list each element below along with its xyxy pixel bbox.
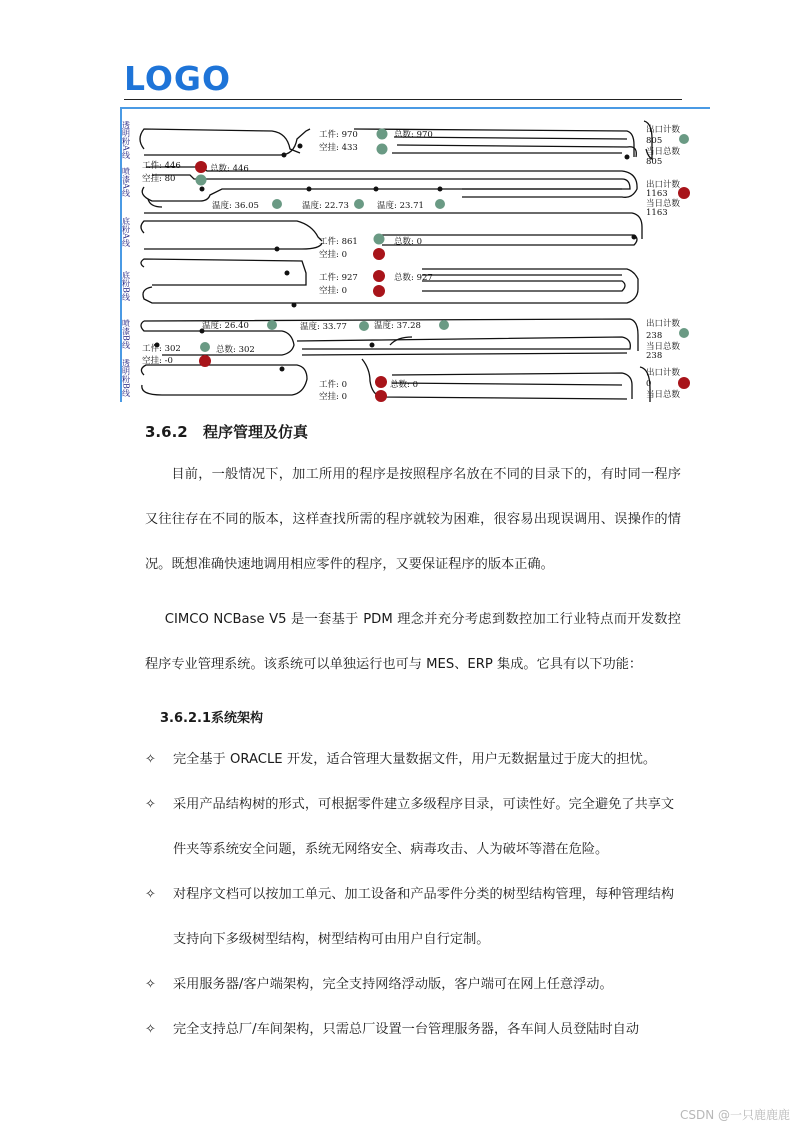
station-3-empty: 空挂: 0 [319,250,347,260]
station-5-total: 总数: 302 [216,345,255,355]
temp-a-2-indicator [354,199,364,209]
exit-counter-3 [646,318,689,361]
station-3-work: 工件: 861 [319,237,358,247]
station-1-work-indicator [377,129,388,140]
logo: LOGO [124,59,232,98]
station-1-empty-indicator [377,144,388,155]
list-item-text: 完全基于 ORACLE 开发，适合管理大量数据文件，用户无数据量过于庞大的担忧。 [173,752,657,767]
station-1-empty: 空挂: 433 [319,143,358,153]
bullet-diamond-icon: ✧ [145,752,156,767]
list-item [145,962,685,1007]
exit-counter-3-label: 出口计数 [646,319,681,329]
station-3-work-indicator [374,234,385,245]
station-2-total: 总数: 446 [210,164,249,174]
exit-counter-3-day-total: 238 [646,351,663,361]
station-2-empty-indicator [196,175,207,186]
station-1-total: 总数: 970 [394,130,433,140]
temp-b-2-indicator [359,321,369,331]
exit-counter-2-label: 出口计数 [646,180,681,190]
temp-a-1-indicator [272,199,282,209]
exit-counter-1 [646,124,689,167]
exit-counter-4-label: 出口计数 [646,368,681,378]
line-label-5: 喷漆B线 [122,319,131,349]
watermark: CSDN @一只鹿鹿鹿 [679,1108,790,1122]
exit-counter-2-indicator [678,187,690,199]
bullet-diamond-icon: ✧ [145,1022,156,1037]
line-label-6: 透明粉B线 [122,359,131,397]
exit-counter-2 [646,179,690,218]
temp-a-3-indicator [435,199,445,209]
exit-counter-1-count: 805 [646,136,663,146]
list-item-text: 采用产品结构树的形式，可根据零件建立多级程序目录，可读性好。完全避免了共享文件夹等系统安全问题，系统无网络安全、病毒攻击、人为破坏等潜在危险。 [173,797,675,857]
station-6-work-indicator [375,376,387,388]
list-item [145,872,685,962]
paragraph-1 [145,452,681,587]
station-5-empty-indicator [199,355,211,367]
paragraph-2-text: CIMCO NCBase V5 是一套基于 PDM 理念并充分考虑到数控加工行业特点而开发数控程序专业管理系统。该系统可以单独运行也可与 MES、ERP 集成。它具有以下功能： [145,612,681,672]
paragraph-1-text: 目前，一般情况下，加工所用的程序是按照程序名放在不同的目录下的，有时同一程序又往往存在不同的版本，这样查找所需的程序就较为困难，很容易出现误调用、误操作的情况。既想准确快速地调用相应零件的程序，又要保证程序的版本正确。 [145,467,681,572]
exit-counter-4-day-label: 当日总数 [646,390,681,400]
temp-b-1-indicator [267,320,277,330]
line-label-4: 底粉B线 [122,271,131,301]
station-3-total: 总数: 0 [394,237,422,247]
line-labels [122,121,131,398]
exit-counter-2-day-label: 当日总数 [646,199,681,209]
bullet-diamond-icon: ✧ [145,977,156,992]
exit-counter-3-indicator [679,328,689,338]
exit-counter-1-day-label: 当日总数 [646,147,681,157]
temp-b-3: 温度: 37.28 [374,321,421,331]
line-label-1: 透明粉A线 [122,121,131,159]
header-divider [124,99,682,100]
exit-counter-2-count: 1163 [646,189,668,199]
exit-counter-1-day-total: 805 [646,157,663,167]
exit-counter-3-day-label: 当日总数 [646,342,681,352]
paragraph-2 [145,597,681,687]
bullet-diamond-icon: ✧ [145,887,156,902]
feature-list [145,737,685,1052]
station-4-empty-indicator [373,285,385,297]
temp-a-2: 温度: 22.73 [302,201,349,211]
station-1-work: 工件: 970 [319,130,358,140]
line-label-2: 喷漆A线 [122,167,131,197]
temp-b-2: 温度: 33.77 [300,322,347,332]
station-4-total: 总数: 927 [394,273,433,283]
production-line-monitor [120,107,710,402]
temp-b-3-indicator [439,320,449,330]
station-2-empty: 空挂: 80 [142,174,176,184]
exit-counter-1-label: 出口计数 [646,125,681,135]
station-6-empty: 空挂: 0 [319,392,347,402]
subsection-heading: 3.6.2.1系统架构 [160,711,263,726]
station-3-empty-indicator [373,248,385,260]
section-heading [145,421,308,442]
list-item [145,782,685,872]
station-5-work-indicator [200,342,210,352]
section-title: 程序管理及仿真 [203,423,309,441]
line-diagram [122,109,710,402]
temp-a-3: 温度: 23.71 [377,201,424,211]
station-5-empty: 空挂: -0 [142,356,173,366]
station-2-work: 工件: 446 [142,161,181,171]
exit-counter-3-count: 238 [646,331,663,341]
section-number: 3.6.2 [145,423,188,441]
station-2-work-indicator [195,161,207,173]
station-4-work-indicator [373,270,385,282]
station-6-empty-indicator [375,390,387,402]
exit-counter-4 [646,367,690,400]
station-4-work: 工件: 927 [319,273,358,283]
list-item-text: 完全支持总厂/车间架构，只需总厂设置一台管理服务器，各车间人员登陆时自动 [173,1022,640,1037]
temp-b-1: 温度: 26.40 [202,321,249,331]
station-6-work: 工件: 0 [319,380,347,390]
exit-counter-1-indicator [679,134,689,144]
exit-counter-2-day-total: 1163 [646,208,668,218]
bullet-diamond-icon: ✧ [145,797,156,812]
list-item-text: 对程序文档可以按加工单元、加工设备和产品零件分类的树型结构管理，每种管理结构支持向下多级树型结构，树型结构可由用户自行定制。 [173,887,675,947]
exit-counter-4-indicator [678,377,690,389]
exit-counter-4-count: 0 [646,379,652,389]
list-item [145,1007,685,1052]
list-item-text: 采用服务器/客户端架构，完全支持网络浮动版，客户端可在网上任意浮动。 [173,977,613,992]
station-4-empty: 空挂: 0 [319,286,347,296]
temp-a-1: 温度: 36.05 [212,201,259,211]
station-6-total: 总数: 0 [390,380,418,390]
list-item [145,737,685,782]
line-label-3: 底粉A线 [122,217,131,247]
station-5-work: 工件: 302 [142,344,181,354]
